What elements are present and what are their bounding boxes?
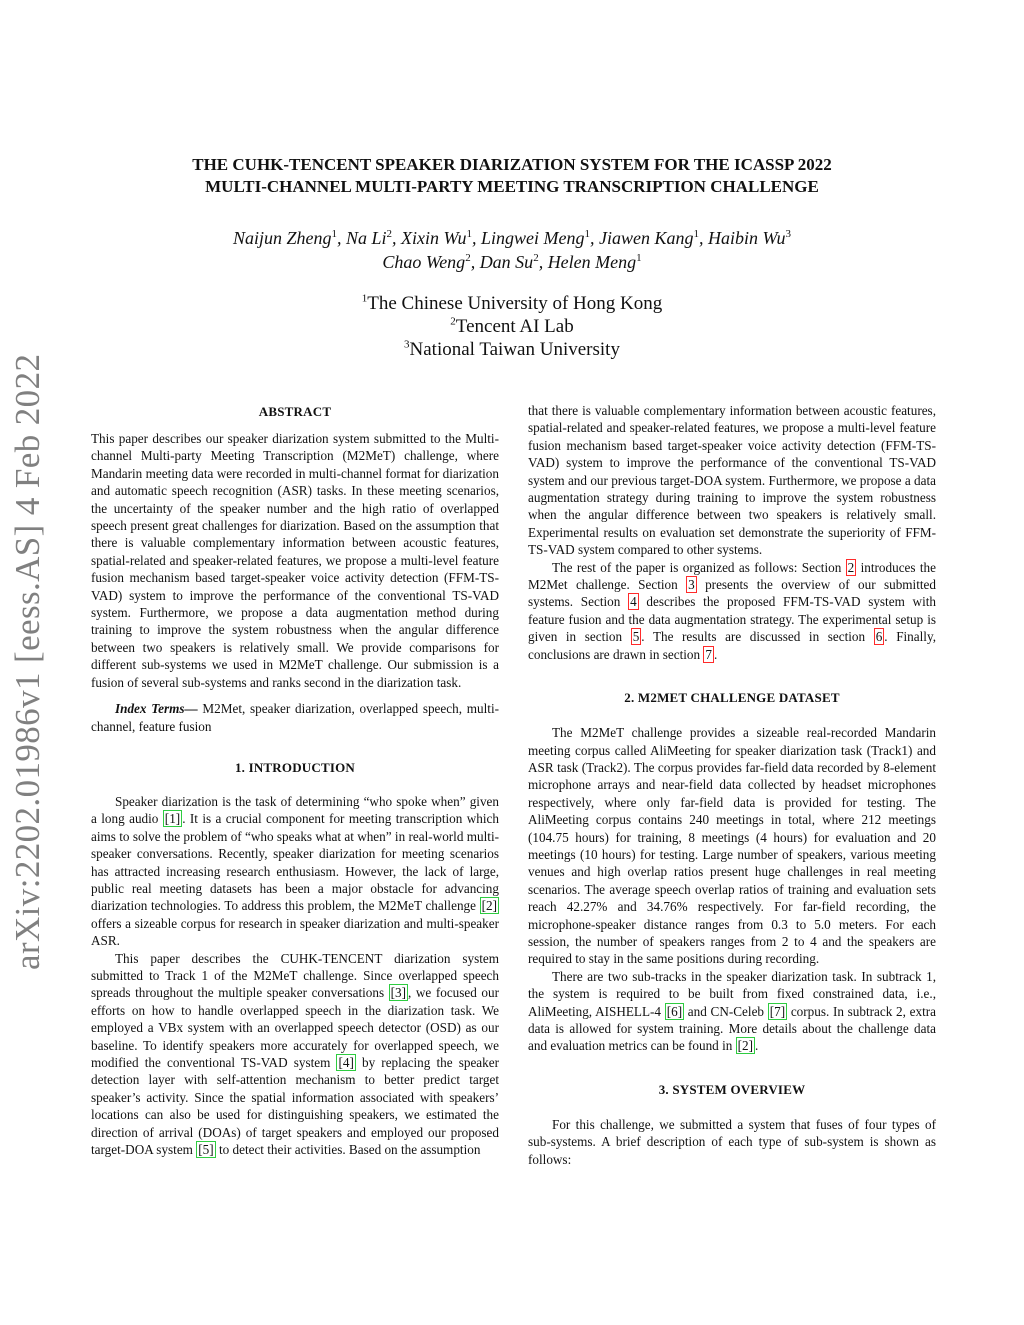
author: Xixin Wu$^1$, [401, 228, 482, 248]
citation-link[interactable]: [2] [737, 1038, 754, 1054]
section-heading-system-overview: 3. SYSTEM OVERVIEW [658, 1081, 806, 1097]
author: Jiawen Kang$^1$, [599, 228, 709, 248]
title-line-2: MULTI-CHANNEL MULTI-PARTY MEETING TRANSCRIPTION CHALLENGE [205, 177, 819, 196]
section-heading-dataset: 2. M2MET CHALLENGE DATASET [624, 690, 840, 706]
author: Chao Weng$^2$, [382, 252, 480, 272]
index-terms-label: Index Terms— [115, 701, 198, 717]
citation-link[interactable]: [1] [164, 811, 181, 827]
abstract-text: This paper describes our speaker diarization system submitted to the Multi-channel Multi-party Meeting Transcription (M2MeT) challenge, where Mandarin meeting data were recorded in multi-channel format for diarization and automatic speech recognition (ASR) tasks. In these meeting scenarios, the uncertainty of the speaker number and the high ratio of overlapped speech present great challenges for diarization. Based on the assumption that there is valuable complementary information between acoustic features, spatial-related and speaker-related features, we propose a multi-level feature fusion mechanism based target-speaker voice activity detection (FFM-TS-VAD) system to improve the performance of the conventional TS-VAD system. Furthermore, we propose a data augmentation method during training to improve the system robustness when the angular difference between two speakers is relatively small. We provide comparisons for different sub-systems we used in M2MeT challenge. Our submission is a fusion of several sub-systems and ranks second in the diarization task. [91, 431, 499, 690]
affiliation: $^1$The Chinese University of Hong Kong [361, 292, 663, 314]
affiliation: $^3$National Taiwan University [404, 338, 620, 360]
title-line-1: THE CUHK-TENCENT SPEAKER DIARIZATION SYSTEM FOR THE ICASSP 2022 [192, 155, 832, 174]
author: Helen Meng$^1$ [547, 252, 642, 272]
left-column [91, 402, 499, 1158]
section-heading-introduction: 1. INTRODUCTION [234, 759, 355, 775]
section-link[interactable]: 6 [875, 629, 883, 645]
affiliation-list [120, 292, 904, 361]
author: Na Li$^2$, [345, 228, 402, 248]
intro-paragraph-2: This paper describes the CUHK-TENCENT diarization system submitted to Track 1 of the M2MeT challenge. Since overlapped speech spreads throughout the multiple speaker conversations [3] , we focused our efforts on how to handle overlapped speech in the diarization task. We employed a VBx system with an overlapped speech detector (OSD) as our baseline. To identify speakers more accurately for overlapped speech, we modified the conventional TS-VAD system [4] by replacing the speaker detection layer with self-attention mechanism to better predict target speaker’s activity. Since the spatial information associated with speakers’ locations can also be used for distinguishing speakers, we estimated the direction of arrival (DOAs) of target speakers and employed our proposed target-DOA system [5] to detect their activities. Based on the assumption [91, 950, 499, 1158]
section-link[interactable]: 2 [847, 559, 855, 575]
section-link[interactable]: 5 [632, 629, 640, 645]
author: Dan Su$^2$, [479, 252, 548, 272]
section-link[interactable]: 7 [705, 646, 713, 662]
citation-link[interactable]: [4] [338, 1055, 354, 1070]
citation-link[interactable]: [2] [481, 898, 497, 914]
author: Lingwei Meng$^1$, [481, 228, 600, 248]
right-column [528, 402, 936, 1168]
citation-link[interactable]: [5] [198, 1142, 214, 1158]
dataset-paragraph-1: The M2MeT challenge provides a sizeable real-recorded Mandarin meeting corpus called AliMeeting for speaker diarization task (Track1) and ASR task (Track2). The corpus provides far-field data recorded by 8-element microphone arrays and near-field data collected by headset microphones respectively, where only far-field data is provided for testing. The AliMeeting corpus contains 240 meetings in total, where 212 meetings (104.75 hours) for training, 8 meetings (4 hours) for evaluation and 20 meetings (10 hours) for testing. Large number of speakers, various meeting venues and high overlap ratios present huge challenges in real meeting scenarios. The average speech overlap ratios of training and evaluation sets reach 42.27% and 34.76% respectively. For far-field recording, the microphone-speaker distance ranges from 0.3 to 5.0 meters. For each session, the number of speakers ranges from 2 to 4 and the speakers are required to stay in the same positions during recording. [528, 725, 936, 967]
arxiv-identifier: arXiv:2202.01986v1 [eess.AS] 4 Feb 2022 [8, 353, 47, 970]
author-line-1 [120, 226, 904, 250]
paper-title [120, 154, 904, 198]
author-line-2 [120, 250, 904, 274]
author: Haibin Wu$^3$ [708, 228, 792, 248]
intro-paragraph-3: that there is valuable complementary information between acoustic features, spatial-related and speaker-related features, we propose a multi-level feature fusion mechanism based target-speaker voice activity detection (FFM-TS-VAD) system to improve the performance of the conventional TS-VAD system and our previous target-DOA system. Furthermore, we propose a data augmentation strategy during training to improve the system robustness when the angular difference between two speakers is relatively small. Experimental results on evaluation set demonstrate the superiority of FFM-TS-VAD system compared to other systems. [528, 403, 936, 558]
abstract-heading: ABSTRACT [258, 404, 332, 419]
citation-link[interactable]: [6] [666, 1003, 683, 1019]
section-link[interactable]: 3 [688, 577, 695, 593]
citation-link[interactable]: [3] [390, 985, 407, 1001]
affiliation: $^2$Tencent AI Lab [450, 315, 574, 337]
author-list [120, 226, 904, 274]
section-link[interactable]: 4 [630, 594, 637, 610]
dataset-paragraph-2: There are two sub-tracks in the speaker diarization task. In subtrack 1, the system is required to be built from fixed constrained data, i.e., AliMeeting, AISHELL-4 [6] and CN-Celeb [7] corpus. In subtrack 2, extra data is allowed for system training. More details about the challenge data and evaluation metrics can be found in [2] . [528, 968, 936, 1054]
citation-link[interactable]: [7] [769, 1003, 786, 1019]
overview-paragraph-1: For this challenge, we submitted a system that fuses of four types of sub-systems. A brief description of each type of sub-system is shown as follows: [528, 1116, 936, 1167]
index-terms: Index Terms— M2Met, speaker diarization, overlapped speech, multi-channel, feature fusion [91, 701, 499, 734]
intro-paragraph-4: The rest of the paper is organized as follows: Section 2 introduces the M2Met challenge. Section 3 presents the overview of our submitted systems. Section 4 describes the proposed FFM-TS-VAD system with feature fusion and the data augmentation strategy. The experimental setup is given in section 5 . The results are discussed in section 6 . Finally, conclusions are drawn in section 7 . [528, 559, 936, 662]
intro-paragraph-1: Speaker diarization is the task of determining “who spoke when” given a long audio [1] . It is a crucial component for meeting transcription which aims to solve the problem of “who speaks what at when” in real-world multi-speaker conversations. Recently, speaker diarization for meeting scenarios has attracted increasing research enthusiasm. However, the lack of large, public real meeting datasets has been a major obstacle for advancing diarization technologies. To address this problem, the M2MeT challenge [2] offers a sizeable corpus for research in speaker diarization and multi-speaker ASR. [91, 793, 499, 949]
author: Naijun Zheng$^1$, [232, 228, 346, 248]
